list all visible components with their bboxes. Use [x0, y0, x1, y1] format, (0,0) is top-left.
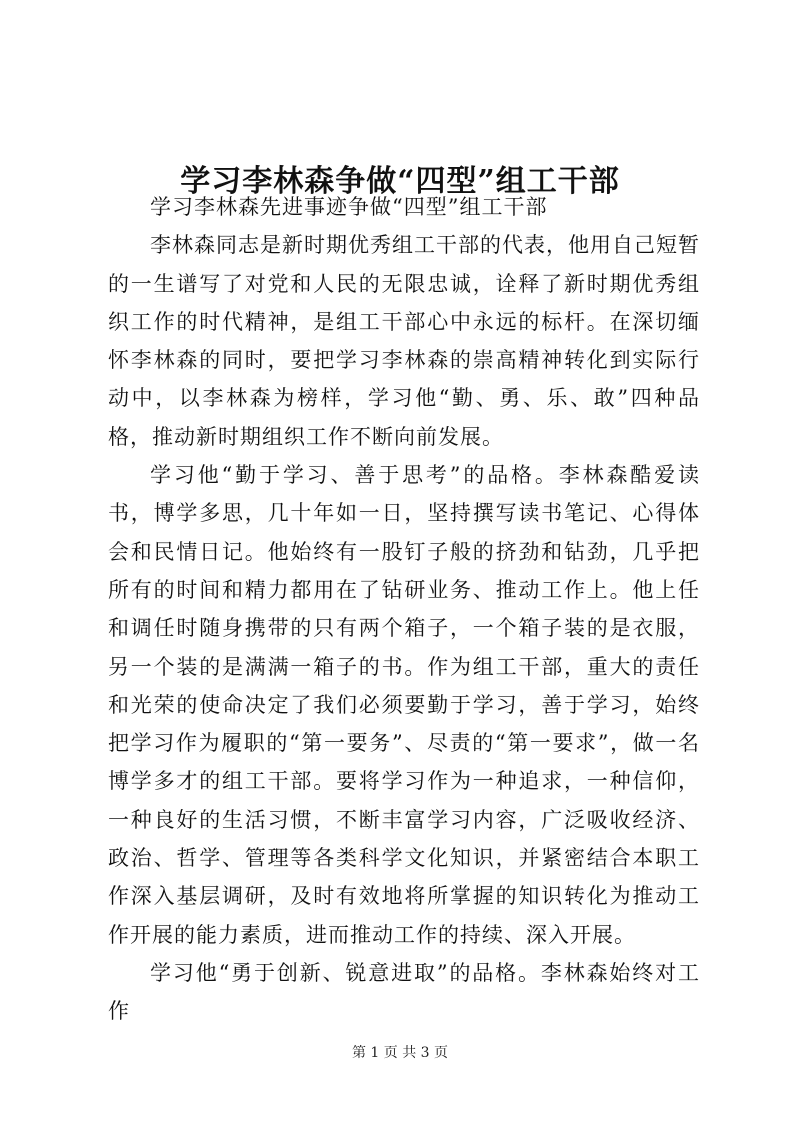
document-body [108, 188, 700, 1031]
document-title: 学习李林森争做“四型”组工干部 [180, 164, 620, 200]
subtitle-paragraph: 学习李林森先进事迹争做“四型”组工干部 [150, 195, 548, 219]
intro-paragraph: 李林森同志是新时期优秀组工干部的代表，他用自己短暂的一生谱写了对党和人民的无限忠诚，诠释了新时期优秀组织工作的时代精神，是组工干部心中永远的标杆。在深切缅怀李林森的同时，要把学习李林森的崇高精神转化到实际行动中，以李林森为榜样，学习他“勤、勇、乐、敢”四种品格，推动新时期组织工作不断向前发展。 [108, 233, 700, 449]
study-quality-paragraph: 学习他“勤于学习、善于思考”的品格。李林森酷爱读书，博学多思，几十年如一日，坚持撰写读书笔记、心得体会和民情日记。他始终有一股钉子般的挤劲和钻劲，几乎把所有的时间和精力都用在了钻研业务、推动工作上。他上任和调任时随身携带的只有两个箱子，一个箱子装的是衣服，另一个装的是满满一箱子的书。作为组工干部，重大的责任和光荣的使命决定了我们必须要勤于学习，善于学习，始终把学习作为履职的“第一要务”、尽责的“第一要求”，做一名博学多才的组工干部。要将学习作为一种追求，一种信仰，一种良好的生活习惯，不断丰富学习内容，广泛吸收经济、政治、哲学、管理等各类科学文化知识，并紧密结合本职工作深入基层调研，及时有效地将所掌握的知识转化为推动工作开展的能力素质，进而推动工作的持续、深入开展。 [108, 463, 700, 947]
innovation-quality-paragraph: 学习他“勇于创新、锐意进取”的品格。李林森始终对工作 [108, 960, 700, 1024]
page-number: 第 1 页 共 3 页 [351, 1045, 449, 1061]
